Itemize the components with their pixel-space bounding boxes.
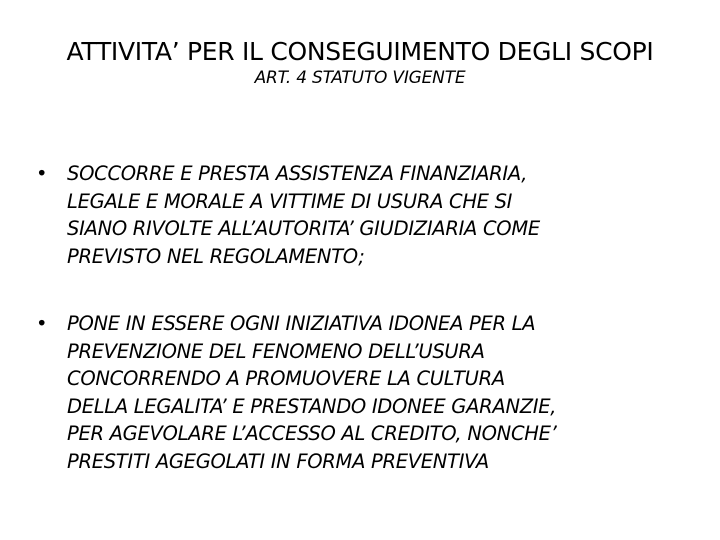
title-block [20, 36, 700, 90]
bullet-list [36, 160, 696, 475]
bullet-1-line-1: SOCCORRE E PRESTA ASSISTENZA FINANZIARIA, [67, 162, 528, 185]
bullet-2-line-4: DELLA LEGALITA’ E PRESTANDO IDONEE GARANZIE, [67, 394, 557, 418]
bullet-2-line-5: PER AGEVOLARE L’ACCESSO AL CREDITO, NONCHE’ [67, 422, 557, 445]
bullet-item-2 [36, 310, 696, 475]
bullet-item-1 [36, 160, 696, 270]
bullet-1-line-3: SIANO RIVOLTE ALL’AUTORITA’ GIUDIZIARIA COME [67, 217, 540, 240]
slide-subtitle: ART. 4 STATUTO VIGENTE [254, 68, 466, 88]
bullet-marker: • [36, 312, 48, 335]
bullet-1-line-2: LEGALE E MORALE A VITTIME DI USURA CHE SI [67, 189, 513, 213]
bullet-1-line-4: PREVISTO NEL REGOLAMENTO; [67, 244, 365, 268]
bullet-2-line-1: PONE IN ESSERE OGNI INIZIATIVA IDONEA PER LA [67, 312, 536, 335]
bullet-2-line-6: PRESTITI AGEGOLATI IN FORMA PREVENTIVA [67, 449, 489, 473]
slide-title: ATTIVITA’ PER IL CONSEGUIMENTO DEGLI SCOPI [66, 37, 654, 66]
bullet-2-line-2: PREVENZIONE DEL FENOMENO DELL’USURA [67, 339, 485, 363]
bullet-2-line-3: CONCORRENDO A PROMUOVERE LA CULTURA [67, 367, 505, 390]
bullet-marker: • [36, 162, 48, 185]
